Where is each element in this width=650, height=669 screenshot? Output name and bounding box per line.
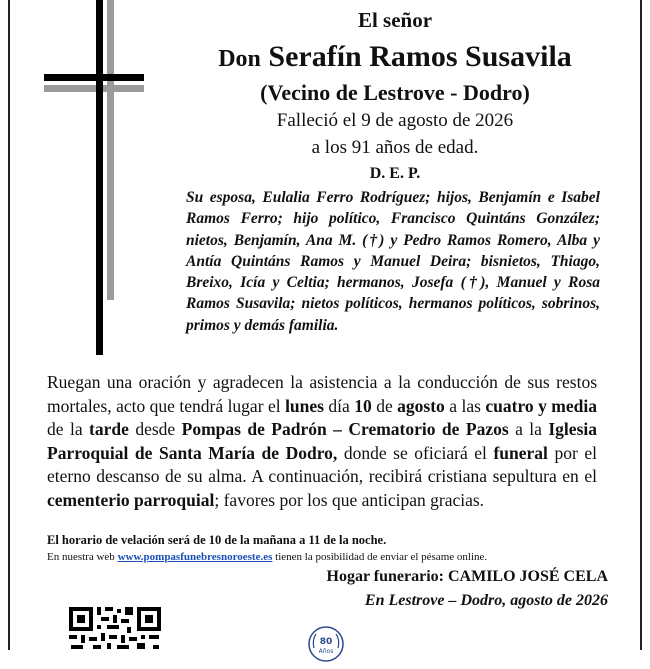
family-list: Su esposa, Eulalia Ferro Rodríguez; hijos, Benjamín e Isabel Ramos Ferro; hijo político, Francisco Quintáns González; nietos, Benjamín, Ana M. (†) y Pedro Ramos Romero, Alba y Antía Quintáns Ramos y Manuel Deira; bisnietos, Thiago, Breixo, Icía y Celtia; hermanos, Josefa (†), Manuel y Rosa Ramos Susavila; nietos políticos, hermanos políticos, sobrinos, primos y demás familia. [186, 189, 600, 334]
honorific: Don [218, 46, 261, 72]
funeral-home: Hogar funerario: CAMILO JOSÉ CELA [326, 568, 608, 585]
title: El señor [357, 8, 433, 32]
deceased-name [180, 40, 610, 74]
web-note: En nuestra web www.pompasfunebresnoroeste.es tienen la posibilidad de enviar el pésame online. [47, 551, 488, 563]
age: a los 91 años de edad. [311, 137, 479, 158]
death-date: Falleció el 9 de agosto de 2026 [276, 110, 514, 131]
announcement: Ruegan una oración y agradecen la asistencia a la conducción de sus restos mortales, acto que tendrá lugar el lunes día 10 de agosto a las cuatro y media de la tarde desde Pompas de Padrón – Crematorio de Pazos a la Iglesia Parroquial de Santa María de Dodro, donde se oficiará el funeral por el eterno descanso de su alma. A continuación, recibirá cristiana sepultura en el cementerio parroquial; favores por los que anticipan gracias. [47, 372, 598, 510]
wake-hours: El horario de velación será de 10 de la mañana a 11 de la noche. [47, 533, 387, 547]
svg-text:80: 80 [319, 637, 333, 647]
anniversary-seal-icon [306, 624, 346, 664]
qr-code-icon[interactable] [67, 605, 163, 650]
cross-icon [44, 0, 144, 355]
place-date: En Lestrove – Dodro, agosto de 2026 [364, 592, 608, 609]
name: Serafín Ramos Susavila [268, 40, 572, 73]
left-border [8, 0, 10, 650]
svg-text:Años: Años [318, 648, 334, 655]
residence: (Vecino de Lestrove - Dodro) [260, 80, 530, 105]
website-link[interactable]: www.pompasfunebresnoroeste.es [117, 551, 273, 563]
rip: D. E. P. [369, 165, 421, 182]
right-border [640, 0, 642, 650]
